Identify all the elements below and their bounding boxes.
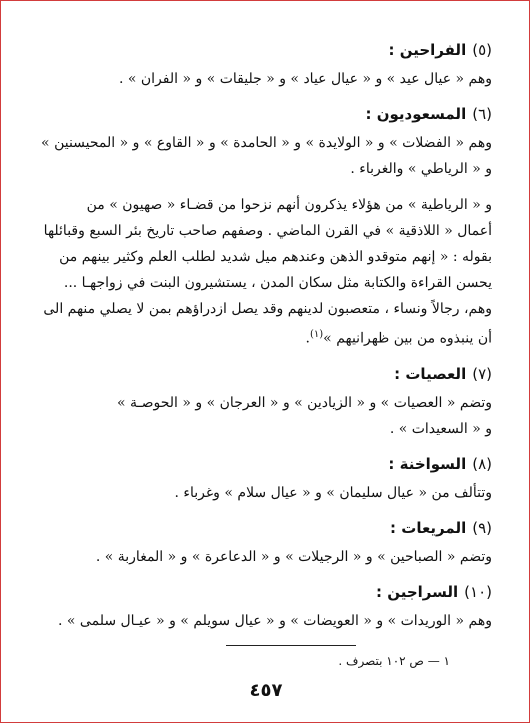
section-number: (٧) — [472, 364, 492, 383]
section-title: العصيات : — [394, 364, 467, 383]
section-number: (٦) — [472, 105, 492, 123]
text-line: وتضم « الصباحين » و « الرجيلات » و « الدعاعرة » و « المغاربة » . — [95, 548, 492, 565]
text-line: وهم « الفضلات » و « الولايدة » و « الحامدة » و « القاوع » و « المحيسنين » — [41, 135, 492, 151]
section-title: المسعوديون : — [365, 105, 467, 123]
section-heading-6 — [34, 102, 492, 126]
section-title: الفراحين : — [388, 41, 467, 59]
section-number: (٨) — [472, 454, 492, 473]
section-body-8 — [34, 480, 492, 506]
section-title: المريعات : — [390, 518, 467, 537]
text-line: و « الرياطي » والغرباء . — [350, 161, 492, 177]
text-line: أعمال « اللاذقية » في القرن الماضي . وصفهم صاحب تاريخ بئر السبع وقبائلها — [43, 223, 492, 239]
text-line: بقوله : « إنهم متوقدو الذهن وعندهم ميل شديد لطلب العلم وكثير بينهم من — [59, 249, 492, 265]
text-line: وتضم « العصيات » و « الزيادين » و « العرجان » و « الحوصـة » — [117, 394, 492, 411]
section-heading-10 — [34, 580, 492, 604]
section-title: السراجين : — [375, 582, 459, 601]
section-body-9 — [34, 544, 492, 570]
quote-end: أن ينبذوه من بين ظهرانيهم » — [323, 330, 492, 347]
section-heading-5 — [34, 38, 492, 62]
text-line: وهم « عيال عيد » و « عيال عياد » و « جليقات » و « الفران » . — [118, 71, 492, 87]
section-number: (٥) — [472, 41, 492, 59]
text-line: و « السعيدات » . — [389, 420, 492, 437]
footnote-divider — [226, 645, 356, 646]
section-body-10 — [34, 608, 492, 634]
section-number: (١٠) — [464, 582, 492, 601]
footnote: ١ — ص ١٠٢ بتصرف . — [338, 654, 450, 668]
section-number: (٩) — [472, 518, 492, 537]
section-body-6-paragraph — [34, 192, 492, 352]
section-heading-9 — [34, 516, 492, 540]
section-heading-8 — [34, 452, 492, 476]
page-number: ٤٥٧ — [249, 680, 283, 701]
text-line: وتتألف من « عيال سليمان » و « عيال سلام » وغرباء . — [174, 484, 492, 501]
footnote-reference: (١) — [309, 329, 324, 340]
document-page — [34, 38, 492, 644]
text-line: و « الرياطية » من هؤلاء يذكرون أنهم نزحوا من قضـاء « صهيون » من — [86, 197, 492, 213]
section-heading-7 — [34, 362, 492, 386]
section-title: السواخنة : — [388, 454, 467, 473]
text-line: أن ينبذوه من بين ظهرانيهم »$^{(١)}$. — [305, 329, 492, 347]
section-body-5 — [34, 66, 492, 92]
text-line: وهم، رجالاً ونساء ، متعصبون لدينهم وقد يصل ازدراؤهم بمن لا يصلي منهم الى — [43, 301, 492, 317]
text-line: وهم « الوريدات » و « العويضات » و « عيال سويلم » و « عيـال سلمى » . — [58, 612, 492, 629]
text-line: يحسن القراءة والكتابة مثل سكان المدن ، يستشيرون البنت في زواجهـا ... — [63, 275, 492, 291]
section-body-6 — [34, 130, 492, 182]
section-body-7 — [34, 390, 492, 442]
